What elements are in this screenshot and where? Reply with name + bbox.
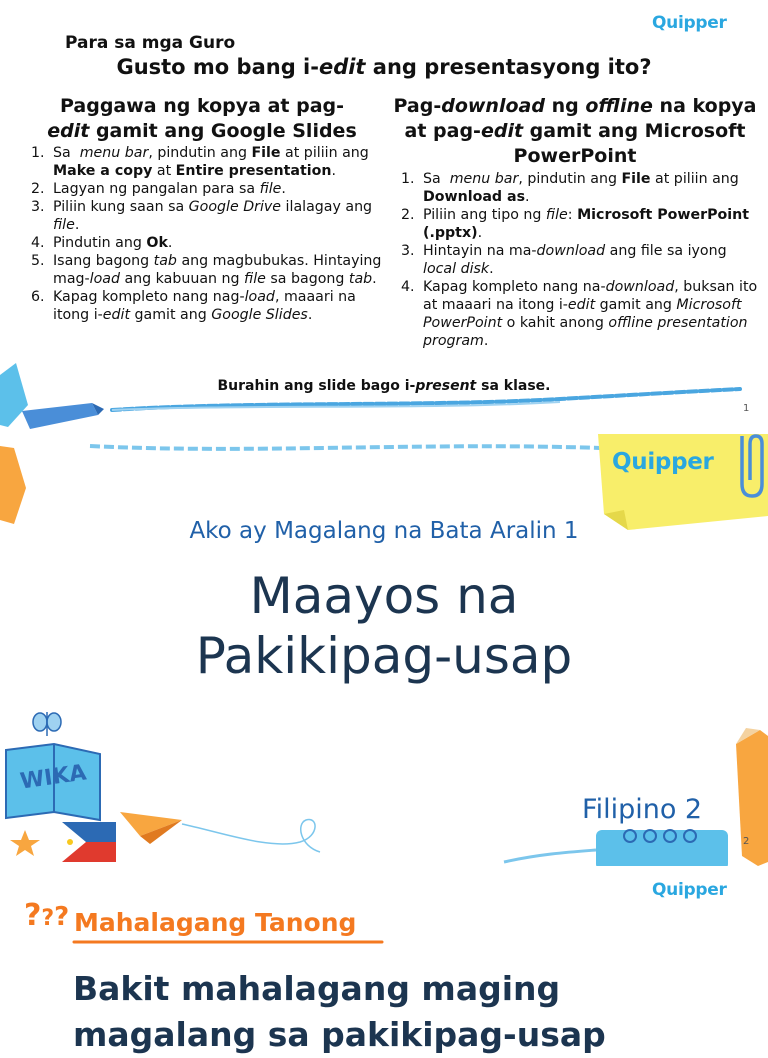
list-item: 5. Isang bagong tab ang magbubukas. Hintaying mag-load ang kabuuan ng file sa bagong tab. — [49, 252, 382, 288]
heading-part: gamit ang Google Slides — [89, 120, 357, 142]
title-part: ang presentasyong ito? — [365, 55, 652, 79]
crayon-stroke — [90, 446, 600, 449]
slide-1[interactable] — [0, 0, 768, 432]
page-number: 1 — [743, 403, 750, 414]
philippine-flag-icon — [62, 822, 116, 862]
question-icon: ??? — [24, 898, 70, 933]
question-line: Bakit mahalagang maging — [73, 969, 561, 1008]
heading-part-em: edit — [47, 120, 90, 142]
quipper-logo: Quipper — [652, 13, 727, 33]
slide1-kicker: Para sa mga Guro — [65, 33, 236, 53]
list-item: 1. Sa menu bar, pindutin ang File at piliin ang Download as. — [419, 170, 758, 206]
heading-underline — [72, 938, 384, 946]
slide3-heading: Mahalagang Tanong — [74, 908, 357, 937]
powerpoint-steps — [392, 170, 758, 350]
quipper-logo: Quipper — [612, 449, 714, 475]
subject-label: Filipino 2 — [582, 794, 703, 825]
powerpoint-instructions — [392, 94, 758, 350]
flight-path — [182, 819, 320, 852]
star-icon — [10, 830, 40, 856]
list-item: 2. Piliin ang tipo ng file: Microsoft PowerPoint (.pptx). — [419, 206, 758, 242]
powerpoint-heading: Pag-download ng offline na kopya at pag-edit gamit ang Microsoft PowerPoint — [393, 95, 757, 167]
page-number: 2 — [743, 836, 750, 847]
title-part: Gusto mo bang i- — [116, 55, 319, 79]
google-slides-instructions — [22, 94, 382, 324]
slide1-title — [0, 55, 768, 79]
book-word: WIKA — [18, 760, 88, 795]
slide-3[interactable] — [0, 866, 768, 1054]
crayon-stroke — [504, 850, 596, 862]
crayon-icon — [0, 446, 26, 524]
butterfly-icon — [33, 712, 61, 736]
list-item: 6. Kapag kompleto nang nag-load, maaari na itong i-edit gamit ang Google Slides. — [49, 288, 382, 324]
slide2-title — [0, 566, 768, 686]
list-item: 4. Kapag kompleto nang na-download, buksan ito at maaari na itong i-edit gamit ang Microsoft PowerPoint o kahit anong offline presentation program. — [419, 278, 758, 350]
title-part-em: edit — [318, 55, 366, 79]
pencil-icon — [736, 728, 768, 866]
heading-part: Paggawa ng kopya at pag- — [59, 95, 345, 117]
google-slides-heading — [22, 94, 382, 144]
slide-2[interactable] — [0, 432, 768, 866]
title-line: Maayos na — [249, 567, 519, 625]
list-item: 3. Piliin kung saan sa Google Drive ilalagay ang file. — [49, 198, 382, 234]
list-item: 2. Lagyan ng pangalan para sa file. — [49, 180, 382, 198]
title-line: Pakikipag-usap — [195, 627, 573, 685]
list-item: 4. Pindutin ang Ok. — [49, 234, 382, 252]
list-item: 3. Hintayin na ma-download ang file sa iyong local disk. — [419, 242, 758, 278]
slide1-note: Burahin ang slide bago i-present sa klase. — [217, 378, 551, 394]
notebook-icon — [596, 830, 728, 870]
slide3-question — [73, 966, 753, 1058]
paper-plane-icon — [120, 812, 182, 844]
list-item: 1. Sa menu bar, pindutin ang File at piliin ang Make a copy at Entire presentation. — [49, 144, 382, 180]
quipper-logo: Quipper — [652, 880, 727, 900]
google-slides-steps — [22, 144, 382, 324]
question-line: magalang sa pakikipag-usap — [73, 1015, 606, 1054]
slide2-subtitle: Ako ay Magalang na Bata Aralin 1 — [189, 518, 579, 544]
